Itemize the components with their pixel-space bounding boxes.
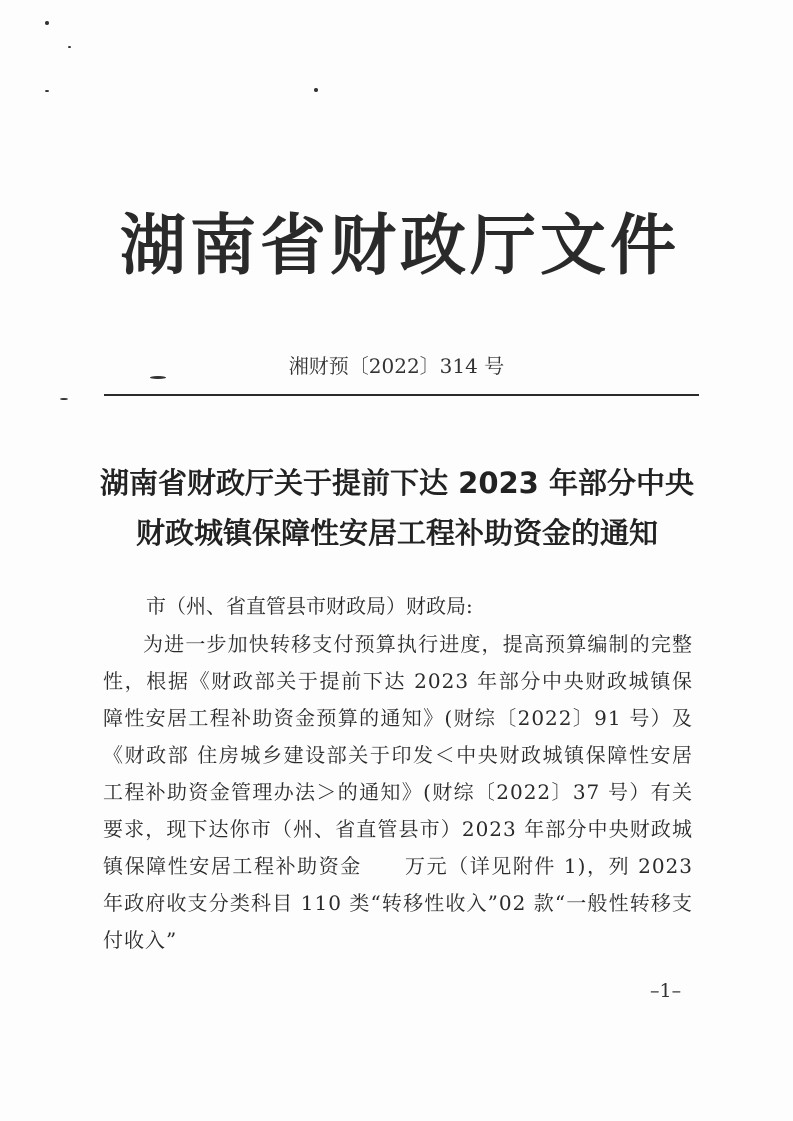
scan-speck	[45, 21, 49, 25]
header-divider	[104, 394, 699, 396]
scan-speck	[68, 46, 71, 48]
salutation: 市（州、省直管县市财政局）财政局:	[146, 594, 473, 618]
notice-title-line-2: 财政城镇保障性安居工程补助资金的通知	[135, 516, 658, 550]
body-paragraph: 为进一步加快转移支付预算执行进度，提高预算编制的完整性，根据《财政部关于提前下达 2023 年部分中央财政城镇保障性安居工程补助资金预算的通知》(财综〔2022〕91 号）及《财政部 住房城乡建设部关于印发＜中央财政城镇保障性安居工程补助资金管理办法＞的通知》(财综〔2022〕37 号）有关要求，现下达你市（州、省直管县市）2023 年部分中央财政城镇保障性安居工程补助资金 万元（详见附件 1)，列 2023 年政府收支分类科目 110 类“转移性收入”02 款“一般性转移支付收入”	[103, 632, 693, 952]
page-number: –1–	[650, 980, 682, 1002]
scan-speck	[45, 90, 49, 92]
scan-speck	[60, 398, 68, 400]
scan-speck	[314, 88, 318, 92]
notice-title-line-1: 湖南省财政厅关于提前下达 2023 年部分中央	[100, 466, 694, 500]
document-number: 湘财预〔2022〕314 号	[288, 354, 505, 378]
issuer-title: 湖南省财政厅文件	[120, 206, 680, 284]
notice-title	[80, 458, 714, 558]
